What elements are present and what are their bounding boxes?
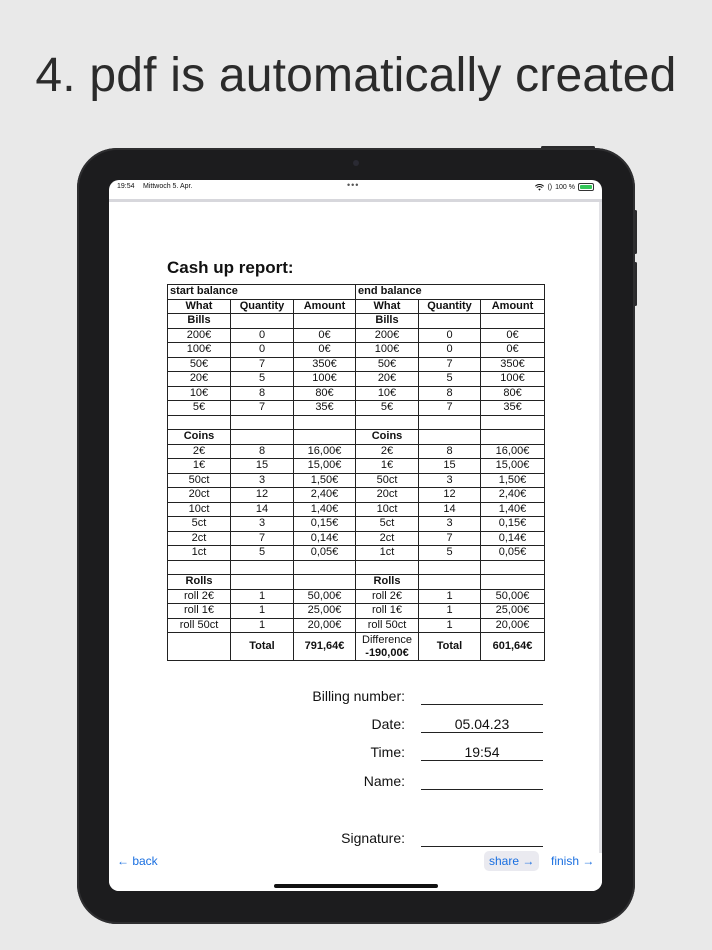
cell: 10ct (356, 502, 419, 517)
table-row (168, 488, 545, 503)
cell: 0€ (481, 343, 545, 358)
billing-number-label: Billing number: (312, 688, 405, 704)
table-row (168, 531, 545, 546)
col-header: Amount (481, 299, 545, 314)
group-label: Bills (356, 314, 419, 329)
cell: 1€ (168, 459, 231, 474)
cell: 20,00€ (481, 618, 545, 633)
battery-icon (578, 183, 594, 191)
table-row (168, 357, 545, 372)
table-row (168, 372, 545, 387)
table-row (168, 618, 545, 633)
end-balance-heading: end balance (356, 285, 545, 300)
cell: 0,15€ (481, 517, 545, 532)
cell: 14 (419, 502, 481, 517)
cell: 50€ (356, 357, 419, 372)
col-header: What (356, 299, 419, 314)
time-label: Time: (370, 744, 405, 760)
cell: 12 (231, 488, 294, 503)
battery-percent: 100 % (555, 183, 575, 191)
cell: 2,40€ (294, 488, 356, 503)
cell: 0,14€ (294, 531, 356, 546)
cell: 5€ (356, 401, 419, 416)
total-label: Total (419, 633, 481, 661)
multitasking-dots[interactable]: ••• (347, 180, 360, 190)
table-row (168, 589, 545, 604)
group-label: Bills (168, 314, 231, 329)
cell: roll 50ct (168, 618, 231, 633)
cell: 2€ (168, 444, 231, 459)
cell: 0€ (481, 328, 545, 343)
cell: roll 50ct (356, 618, 419, 633)
cell: 100€ (168, 343, 231, 358)
report-title: Cash up report: (167, 258, 294, 277)
cell: 100€ (481, 372, 545, 387)
cell: 10€ (356, 386, 419, 401)
cell: 16,00€ (481, 444, 545, 459)
difference-cell (356, 633, 419, 661)
status-right (535, 183, 594, 191)
cell: 10€ (168, 386, 231, 401)
cell: 5 (419, 546, 481, 561)
spacer-row (168, 560, 545, 575)
cell: 3 (231, 473, 294, 488)
status-date: Mittwoch 5. Apr. (143, 183, 193, 190)
name-label: Name: (363, 773, 405, 789)
cell: 5ct (356, 517, 419, 532)
cell: 200€ (356, 328, 419, 343)
cash-table (167, 284, 545, 661)
cell: 0 (419, 343, 481, 358)
cell: 7 (231, 357, 294, 372)
cell: roll 1€ (168, 604, 231, 619)
cell: 2ct (168, 531, 231, 546)
cell: 5 (419, 372, 481, 387)
col-header: Amount (294, 299, 356, 314)
cell: 12 (419, 488, 481, 503)
camera-icon (353, 160, 359, 166)
cell: 8 (419, 386, 481, 401)
cell: 0,05€ (294, 546, 356, 561)
table-row (168, 386, 545, 401)
cell: 5ct (168, 517, 231, 532)
table-row (168, 328, 545, 343)
cell: 1,50€ (294, 473, 356, 488)
group-label: Rolls (168, 575, 231, 590)
cell: 50ct (168, 473, 231, 488)
cell: 1,40€ (481, 502, 545, 517)
col-header: Quantity (419, 299, 481, 314)
total-row (168, 633, 545, 661)
cell: 8 (231, 386, 294, 401)
headline: 4. pdf is automatically created (35, 49, 677, 102)
cell: 2ct (356, 531, 419, 546)
cell: 25,00€ (481, 604, 545, 619)
cell: 50,00€ (294, 589, 356, 604)
cell: 35€ (294, 401, 356, 416)
group-row (168, 314, 545, 329)
date-value[interactable]: 05.04.23 (454, 716, 510, 732)
start-balance-heading: start balance (168, 285, 356, 300)
cell: 5€ (168, 401, 231, 416)
cell: 7 (419, 357, 481, 372)
cell: 350€ (481, 357, 545, 372)
total-label: Total (231, 633, 294, 661)
cell: 35€ (481, 401, 545, 416)
cell: 1ct (168, 546, 231, 561)
table-row (168, 459, 545, 474)
status-time: 19:54 (117, 183, 135, 190)
cell: 15,00€ (481, 459, 545, 474)
cell: 350€ (294, 357, 356, 372)
cell: 0,05€ (481, 546, 545, 561)
cell: 80€ (294, 386, 356, 401)
table-row (168, 401, 545, 416)
cell: 15 (419, 459, 481, 474)
cell: 20ct (356, 488, 419, 503)
total-end-amount: 601,64€ (481, 633, 545, 661)
total-start-amount: 791,64€ (294, 633, 356, 661)
table-row (168, 546, 545, 561)
name-line (421, 789, 543, 790)
cell: 7 (231, 531, 294, 546)
time-field[interactable] (259, 744, 543, 764)
cell: 20,00€ (294, 618, 356, 633)
cell: 20ct (168, 488, 231, 503)
cell: 8 (231, 444, 294, 459)
cell: 20€ (356, 372, 419, 387)
cell: 2€ (356, 444, 419, 459)
cell: 1 (419, 604, 481, 619)
cell: 0,14€ (481, 531, 545, 546)
cell: 3 (419, 473, 481, 488)
group-label: Coins (356, 430, 419, 445)
header-row (168, 299, 545, 314)
difference-value: -190,00€ (365, 646, 409, 659)
col-header: What (168, 299, 231, 314)
table-row (168, 502, 545, 517)
cell: 7 (231, 401, 294, 416)
cell: 50ct (356, 473, 419, 488)
cell: 14 (231, 502, 294, 517)
cell: 50,00€ (481, 589, 545, 604)
cell: 1 (419, 618, 481, 633)
cell: 7 (419, 401, 481, 416)
name-field[interactable] (259, 773, 543, 793)
signature-label: Signature: (341, 830, 405, 846)
cell: 8 (419, 444, 481, 459)
cell: 0€ (294, 328, 356, 343)
table-row (168, 444, 545, 459)
back-button[interactable]: ← back (117, 854, 158, 868)
cell: 0 (231, 328, 294, 343)
status-bar (109, 180, 602, 194)
time-line (421, 760, 543, 761)
pdf-scroll-edge (599, 202, 602, 853)
cell: 10ct (168, 502, 231, 517)
signature-line (421, 846, 543, 847)
cell: 0€ (294, 343, 356, 358)
table-row (168, 473, 545, 488)
table-row (168, 343, 545, 358)
date-field[interactable] (259, 716, 543, 736)
date-line (421, 732, 543, 733)
cell: 80€ (481, 386, 545, 401)
cell: 16,00€ (294, 444, 356, 459)
cell: 7 (419, 531, 481, 546)
cell: 1,50€ (481, 473, 545, 488)
home-indicator[interactable] (274, 884, 438, 888)
group-label: Coins (168, 430, 231, 445)
cell: 25,00€ (294, 604, 356, 619)
col-header: Quantity (231, 299, 294, 314)
cell: roll 2€ (168, 589, 231, 604)
cell: 100€ (356, 343, 419, 358)
cell: 1 (419, 589, 481, 604)
finish-button[interactable]: finish → (551, 854, 595, 868)
cell: 5 (231, 372, 294, 387)
cell: 1 (231, 604, 294, 619)
group-label: Rolls (356, 575, 419, 590)
cell: 15,00€ (294, 459, 356, 474)
wifi-icon (535, 184, 544, 191)
cell: 50€ (168, 357, 231, 372)
cell: 3 (419, 517, 481, 532)
cell: roll 2€ (356, 589, 419, 604)
cell: 200€ (168, 328, 231, 343)
difference-label: Difference (362, 633, 412, 646)
cell: 0 (231, 343, 294, 358)
cell: 1,40€ (294, 502, 356, 517)
time-value[interactable]: 19:54 (464, 744, 500, 760)
share-button[interactable]: share → (484, 851, 539, 871)
cell: 1ct (356, 546, 419, 561)
cell: 15 (231, 459, 294, 474)
cell: 1 (231, 618, 294, 633)
cell: 1 (231, 589, 294, 604)
cell: 100€ (294, 372, 356, 387)
cell: roll 1€ (356, 604, 419, 619)
billing-number-field[interactable] (259, 688, 543, 708)
cell: 5 (231, 546, 294, 561)
date-label: Date: (371, 716, 405, 732)
cell: 20€ (168, 372, 231, 387)
cell: 2,40€ (481, 488, 545, 503)
cell: 1€ (356, 459, 419, 474)
table-row (168, 604, 545, 619)
signature-field[interactable] (259, 830, 543, 850)
cell: 0 (419, 328, 481, 343)
cell: 0,15€ (294, 517, 356, 532)
ipad-screen (109, 180, 602, 891)
billing-number-line (421, 704, 543, 705)
rotation-lock-icon: () (547, 183, 553, 191)
cell: 3 (231, 517, 294, 532)
table-row (168, 517, 545, 532)
spacer-row (168, 415, 545, 430)
group-row (168, 575, 545, 590)
group-row (168, 430, 545, 445)
